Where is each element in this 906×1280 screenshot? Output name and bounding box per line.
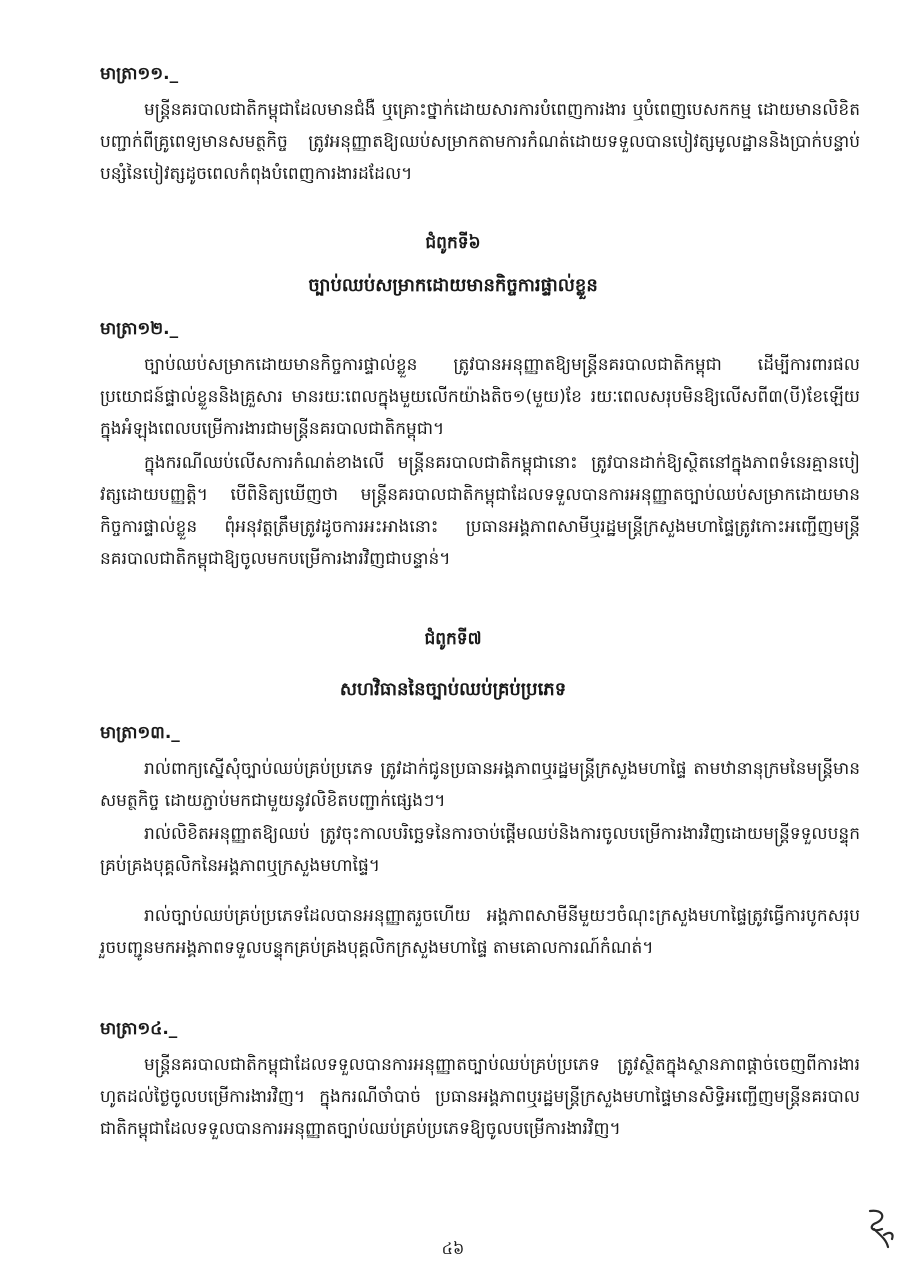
- chapter-6-title: ច្បាប់ឈប់សម្រាកដោយមានកិច្ចការផ្ទាល់ខ្លួន: [308, 275, 598, 296]
- article-12-paragraph-2: ក្នុងករណីឈប់លើសការកំណត់ខាងលើ មន្ត្រីនគរបាលជាតិកម្ពុជានោះ ត្រូវបានដាក់ឱ្យស្ថិតនៅក្នុងភាពទំនេរគ្មានបៀវត្សដោយបញ្ញត្តិ។ បើពិនិត្យឃើញថា មន្ត្រីនគរបាលជាតិកម្ពុជាដែលទទួលបានការអនុញ្ញាតច្បាប់ឈប់សម្រាកដោយមានកិច្ចការផ្ទាល់ខ្លួន ពុំអនុវត្តត្រឹមត្រូវដូចការអះអាងនោះ ប្រធានអង្គភាពសាមីឬរដ្ឋមន្ត្រីក្រសួងមហាផ្ទៃត្រូវកោះអញ្ជើញមន្ត្រីនគរបាលជាតិកម្ពុជាឱ្យចូលមកបម្រើការងារវិញជាបន្ទាន់។: [100, 453, 860, 569]
- article-12-paragraph-1: ច្បាប់ឈប់សម្រាកដោយមានកិច្ចការផ្ទាល់ខ្លួន ត្រូវបានអនុញ្ញាតឱ្យមន្ត្រីនគរបាលជាតិកម្ពុជា ដើម្បីការពារផលប្រយោជន៍ផ្ទាល់ខ្លួននិងគ្រួសារ មានរយៈពេលក្នុងមួយលើកយ៉ាងតិច១(មួយ)ខែ រយៈពេលសរុបមិនឱ្យលើសពី៣(បី)ខែឡើយ ក្នុងអំឡុងពេលបម្រើការងារជាមន្ត្រីនគរបាលជាតិកម្ពុជា។: [100, 355, 860, 439]
- article-11-paragraph-1: មន្ត្រីនគរបាលជាតិកម្ពុជាដែលមានជំងឺ ឬគ្រោះថ្នាក់ដោយសារការបំពេញការងារ ឬបំពេញបេសកកម្ម ដោយមានលិខិតបញ្ជាក់ពីគ្រូពេទ្យមានសមត្ថកិច្ច ត្រូវអនុញ្ញាតឱ្យឈប់សម្រាកតាមការកំណត់ដោយទទួលបានបៀវត្សមូលដ្ឋាននិងប្រាក់បន្ទាប់បន្សំនៃបៀវត្សដូចពេលកំពុងបំពេញការងារដដែល។: [100, 100, 860, 184]
- article-13-paragraph-1: រាល់ពាក្យស្នើសុំច្បាប់ឈប់គ្រប់ប្រភេទ ត្រូវដាក់ជូនប្រធានអង្គភាពឬរដ្ឋមន្ត្រីក្រសួងមហាផ្ទៃ តាមឋានានុក្រមនៃមន្ត្រីមានសមត្ថកិច្ច ដោយភ្ជាប់មកជាមួយនូវលិខិតបញ្ជាក់ផ្សេងៗ។: [100, 759, 860, 811]
- signature-initials-icon: [862, 1205, 898, 1253]
- article-14-paragraph-1: មន្ត្រីនគរបាលជាតិកម្ពុជាដែលទទួលបានការអនុញ្ញាតច្បាប់ឈប់គ្រប់ប្រភេទ ត្រូវស្ថិតក្នុងស្ថានភាពផ្ដាច់ចេញពីការងារ ហូតដល់ថ្ងៃចូលបម្រើការងារវិញ។ ក្នុងករណីចាំបាច់ ប្រធានអង្គភាពឬរដ្ឋមន្ត្រីក្រសួងមហាផ្ទៃមានសិទ្ធិអញ្ជើញមន្ត្រីនគរបាលជាតិកម្ពុជាដែលទទួលបានការអនុញ្ញាតច្បាប់ឈប់គ្រប់ប្រភេទឱ្យចូលបម្រើការងារវិញ។: [100, 1055, 860, 1139]
- article-13-paragraph-2: រាល់លិខិតអនុញ្ញាតឱ្យឈប់ ត្រូវចុះកាលបរិច្ឆេទនៃការចាប់ផ្ដើមឈប់និងការចូលបម្រើការងារវិញដោយមន្ត្រីទទួលបន្ទុកគ្រប់គ្រងបុគ្គលិកនៃអង្គភាពឬក្រសួងមហាផ្ទៃ។: [100, 824, 860, 876]
- chapter-6-label: ជំពូកទី៦: [425, 233, 481, 253]
- chapter-7-title: សហវិធាននៃច្បាប់ឈប់គ្រប់ប្រភេទ: [339, 679, 567, 700]
- article-13-heading: មាត្រា១៣._: [100, 723, 180, 743]
- chapter-7-label: ជំពូកទី៧: [424, 629, 482, 649]
- article-11-heading: មាត្រា១១._: [100, 64, 179, 84]
- page-number: ៤៦: [441, 1239, 465, 1258]
- article-12-heading: មាត្រា១២._: [100, 319, 179, 339]
- article-13-paragraph-3: រាល់ច្បាប់ឈប់គ្រប់ប្រភេទដែលបានអនុញ្ញាតរួចហើយ អង្គភាពសាមីនីមួយៗចំណុះក្រសួងមហាផ្ទៃត្រូវធ្វើការបូកសរុប រួចបញ្ជូនមកអង្គភាពទទួលបន្ទុកគ្រប់គ្រងបុគ្គលិកក្រសួងមហាផ្ទៃ តាមគោលការណ៍កំណត់។: [100, 906, 860, 958]
- article-14-heading: មាត្រា១៤._: [100, 1019, 178, 1039]
